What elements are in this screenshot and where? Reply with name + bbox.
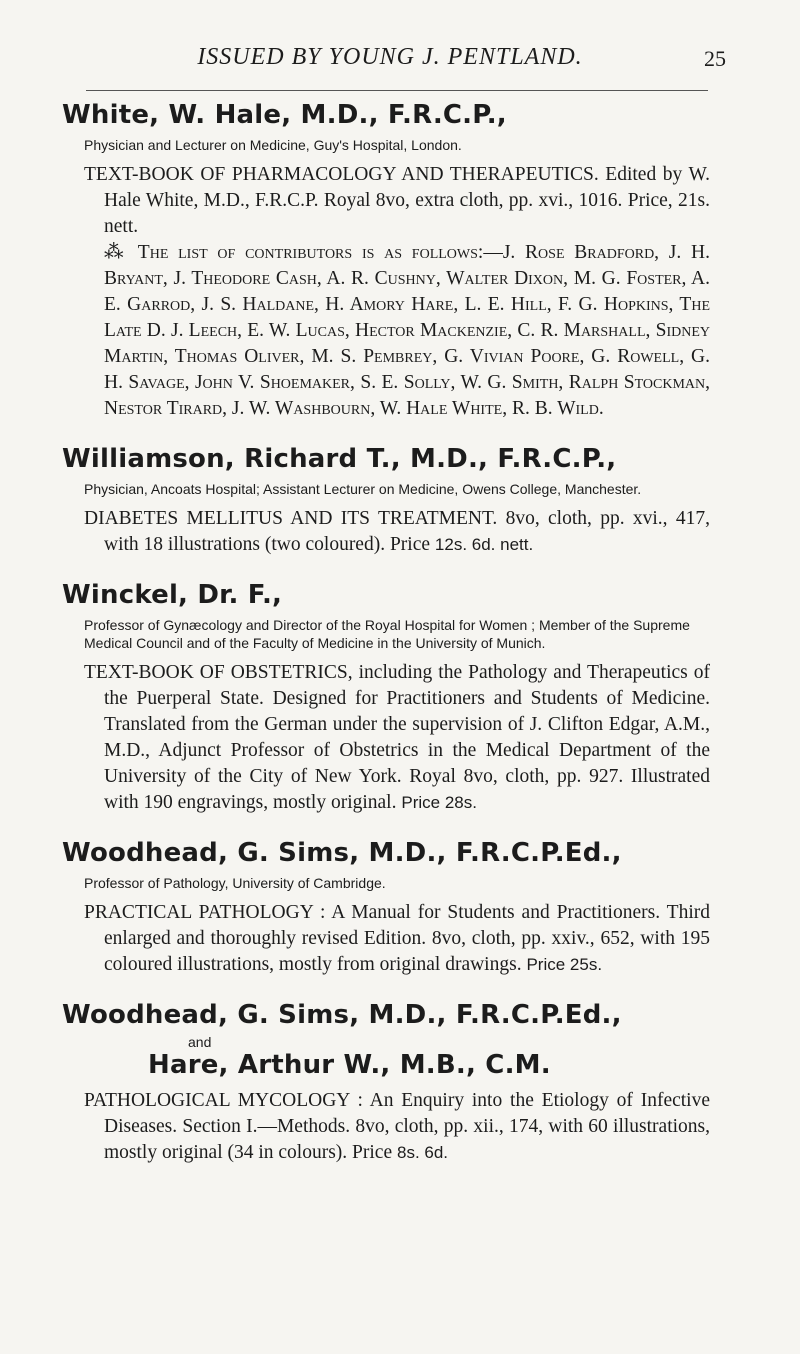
running-head: ISSUED BY YOUNG J. PENTLAND. [197,44,583,70]
book-price: Price 25s. [526,955,603,974]
book-description [84,506,710,558]
author-affiliation: Professor of Pathology, University of Cambridge. [84,875,386,891]
header-rule [86,90,708,91]
book-text: PRACTICAL PATHOLOGY : A Manual for Students and Practitioners. Third enlarged and thoroughly revised Edition. 8vo, cloth, pp. xxiv., 652, with 195 coloured illustrations, mostly from original drawings. [84,902,710,975]
catalogue-entry [62,100,710,422]
second-author-heading: Hare, Arthur W., M.B., C.M. [148,1050,551,1080]
book-description [84,1088,710,1166]
contributors-list: ⁂ The list of contributors is as follows:—J. Rose Bradford, J. H. Bryant, J. Theodore Cash, A. R. Cushny, Walter Dixon, M. G. Foster, A. E. Garrod, J. S. Haldane, H. Amory Hare, L. E. Hill, F. G. Hopkins, The Late D. J. Leech, E. W. Lucas, Hector Mackenzie, C. R. Marshall, Sidney Martin, Thomas Oliver, M. S. Pembrey, G. Vivian Poore, G. Rowell, G. H. Savage, John V. Shoemaker, S. E. Solly, W. G. Smith, Ralph Stockman, Nestor Tirard, J. W. Washbourn, W. Hale White, R. B. Wild. [104,242,710,419]
book-text: PATHOLOGICAL MYCOLOGY : An Enquiry into the Etiology of Infective Diseases. Section I.—Methods. 8vo, cloth, pp. xii., 174, with 60 illustrations, mostly original (34 in colours). Price [84,1090,710,1163]
author-affiliation: Physician and Lecturer on Medicine, Guy's Hospital, London. [84,137,462,153]
book-text: TEXT-BOOK OF OBSTETRICS, including the Pathology and Therapeutics of the Puerperal State. Designed for Practitioners and Students of Medicine. Translated from the German under the supervision of J. Clifton Edgar, A.M., M.D., Adjunct Professor of Obstetrics in the Medical Department of the University of the City of New York. Royal 8vo, cloth, pp. 927. Illustrated with 190 engravings, mostly original. [84,662,710,813]
book-description [84,660,710,816]
book-price: 12s. 6d. nett. [434,535,534,554]
catalogue-entry [62,580,710,816]
author-heading: Woodhead, G. Sims, M.D., F.R.C.P.Ed., [62,1000,622,1030]
catalogue-entries [62,100,710,1188]
catalogue-entry [62,1000,710,1166]
author-heading: Winckel, Dr. F., [62,580,283,610]
book-description: TEXT-BOOK OF PHARMACOLOGY AND THERAPEUTICS. Edited by W. Hale White, M.D., F.R.C.P. Royal 8vo, extra cloth, pp. xvi., 1016. Price, 21s. nett. [84,164,710,237]
catalogue-entry [62,444,710,558]
book-price: 8s. 6d. [397,1143,449,1162]
page-number: 25 [704,46,726,71]
book-text: DIABETES MELLITUS AND ITS TREATMENT. 8vo, cloth, pp. xvi., 417, with 18 illustrations (two coloured). Price [84,508,710,555]
author-heading: Williamson, Richard T., M.D., F.R.C.P., [62,444,617,474]
book-price: Price 28s. [401,793,477,812]
catalogue-entry [62,838,710,978]
author-heading: Woodhead, G. Sims, M.D., F.R.C.P.Ed., [62,838,622,868]
author-affiliation: Physician, Ancoats Hospital; Assistant Lecturer on Medicine, Owens College, Manchester. [84,481,642,497]
author-heading: White, W. Hale, M.D., F.R.C.P., [62,100,507,130]
book-description [84,900,710,978]
author-affiliation: Professor of Gynæcology and Director of the Royal Hospital for Women ; Member of the Supreme Medical Council and of the Faculty of Medicine in the University of Munich. [84,617,690,651]
author-conjunction: and [188,1034,212,1050]
